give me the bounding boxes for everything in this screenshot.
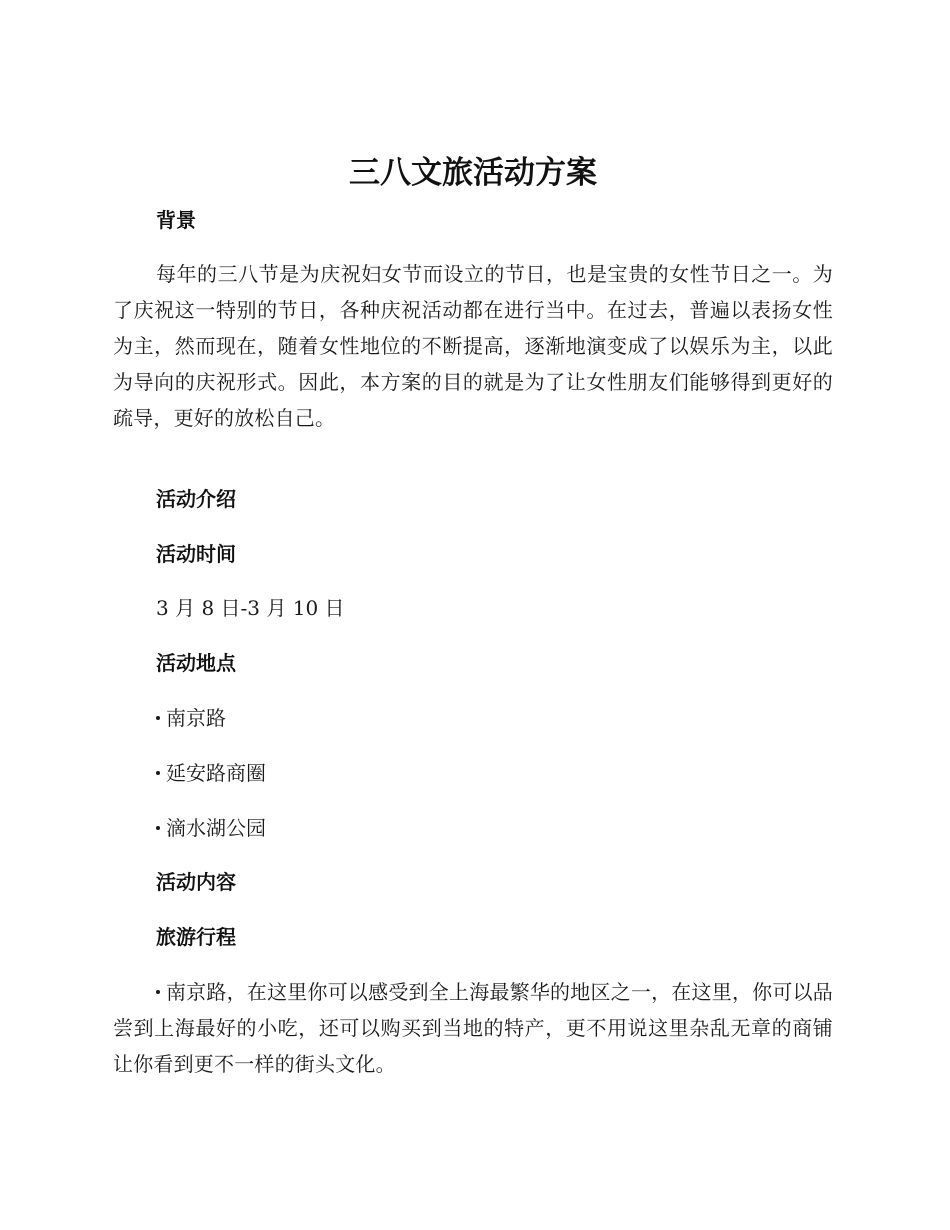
location-list-item — [156, 703, 226, 733]
bullet-icon — [156, 826, 160, 830]
location-name: 滴水湖公园 — [166, 816, 266, 840]
heading-itinerary: 旅游行程 — [156, 925, 236, 949]
document-title: 三八文旅活动方案 — [349, 155, 597, 191]
activity-time-text: 3 月 8 日-3 月 10 日 — [156, 596, 345, 620]
location-name: 延安路商圈 — [166, 761, 266, 785]
heading-activity-location: 活动地点 — [156, 651, 236, 675]
bullet-icon — [156, 990, 160, 994]
itinerary-text: 南京路，在这里你可以感受到全上海最繁华的地区之一，在这里，你可以品尝到上海最好的小吃，还可以购买到当地的特产，更不用说这里杂乱无章的商铺让你看到更不一样的街头文化。 — [113, 980, 833, 1076]
location-list-item — [156, 758, 266, 788]
bullet-icon — [156, 716, 160, 720]
heading-activity-content: 活动内容 — [156, 870, 236, 894]
location-name: 南京路 — [166, 706, 226, 730]
location-list-item — [156, 813, 266, 843]
paragraph-background: 每年的三八节是为庆祝妇女节而设立的节日，也是宝贵的女性节日之一。为了庆祝这一特别的节日，各种庆祝活动都在进行当中。在过去，普遍以表扬女性为主，然而现在，随着女性地位的不断提高，逐渐地演变成了以娱乐为主，以此为导向的庆祝形式。因此，本方案的目的就是为了让女性朋友们能够得到更好的疏导，更好的放松自己。 — [113, 262, 833, 430]
heading-background: 背景 — [156, 208, 196, 232]
bullet-icon — [156, 771, 160, 775]
paragraph-itinerary — [113, 974, 833, 1082]
heading-activity-intro: 活动介绍 — [156, 487, 236, 511]
heading-activity-time: 活动时间 — [156, 542, 236, 566]
